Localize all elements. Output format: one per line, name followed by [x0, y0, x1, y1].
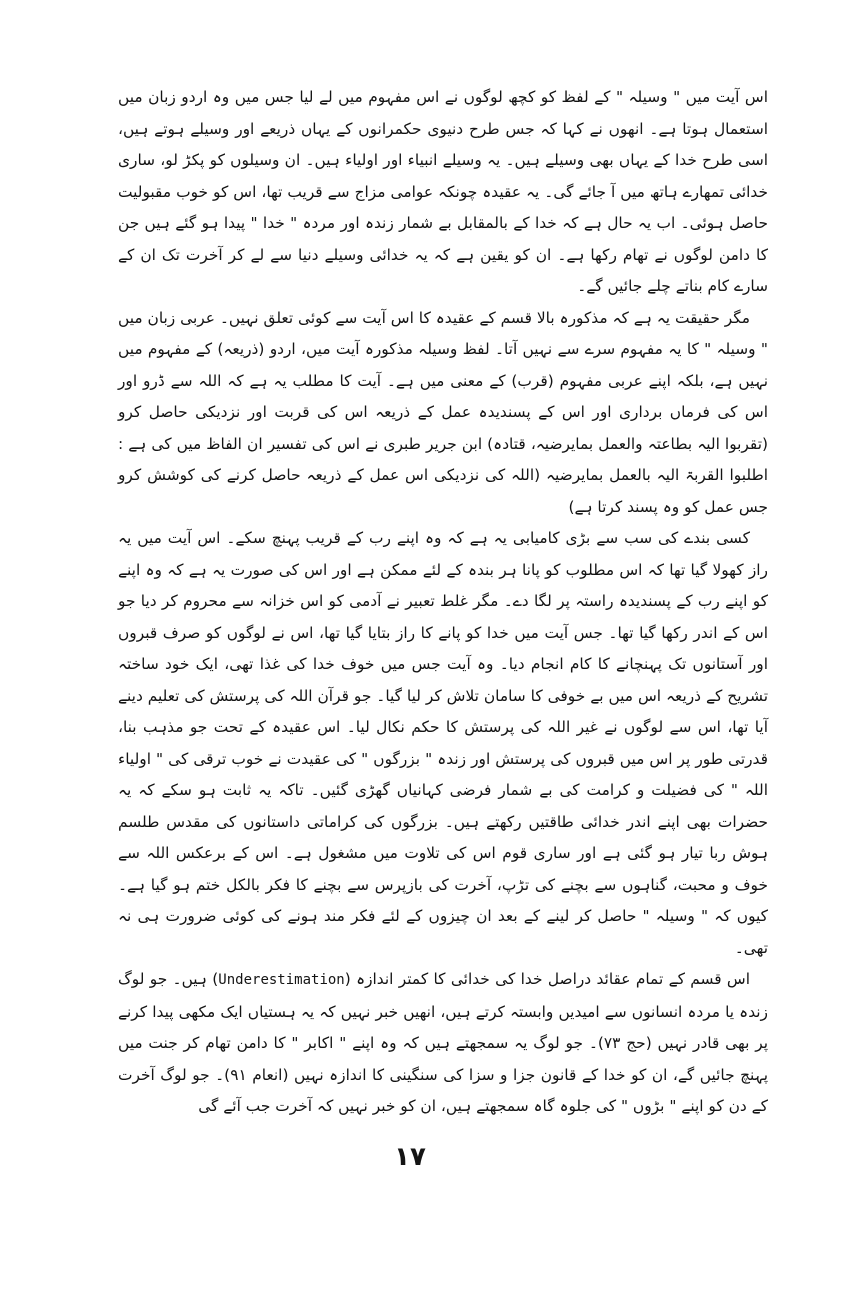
urdu-text-body [118, 82, 768, 1123]
paragraph-4 [118, 964, 768, 1123]
paragraph-1: اس آیت میں " وسیلہ " کے لفظ کو کچھ لوگوں نے اس مفہوم میں لے لیا جس میں وہ اردو زبان میں استعمال ہوتا ہے۔ انھوں نے کہا کہ جس طرح دنیوی حکمرانوں کے یہاں ذریعے اور وسیلے ہوتے ہیں، اسی طرح خدا کے یہاں بھی وسیلے ہیں۔ یہ وسیلے انبیاء اور اولیاء ہیں۔ ان وسیلوں کو پکڑ لو، ساری خدائی تمھارے ہاتھ میں آ جائے گی۔ یہ عقیدہ چونکہ عوامی مزاج سے قریب تھا، اس کو خوب مقبولیت حاصل ہوئی۔ اب یہ حال ہے کہ خدا کے بالمقابل بے شمار زندہ اور مردہ " خدا " پیدا ہو گئے ہیں جن کا دامن لوگوں نے تھام رکھا ہے۔ ان کو یقین ہے کہ یہ خدائی وسیلے دنیا سے لے کر آخرت تک ان کے سارے کام بناتے چلے جائیں گے۔ [118, 88, 768, 295]
paragraph-4-lead: اس قسم کے تمام عقائد دراصل خدا کی خدائی کا کمتر اندازہ ( [344, 970, 750, 988]
paragraph-2: مگر حقیقت یہ ہے کہ مذکورہ بالا قسم کے عقیدہ کا اس آیت سے کوئی تعلق نہیں۔ عربی زبان میں " وسیلہ " کا یہ مفہوم سرے سے نہیں آتا۔ لفظ وسیلہ مذکورہ آیت میں، اردو (ذریعہ) کے مفہوم میں نہیں ہے، بلکہ اپنے عربی مفہوم (قرب) کے معنی میں ہے۔ آیت کا مطلب یہ ہے کہ اللہ سے ڈرو اور اس کی فرماں برداری اور اس کے پسندیدہ عمل کے ذریعہ اس کی قربت اور نزدیکی حاصل کرو (تقربوا الیہ بطاعتہ والعمل بمایرضیہ، قتادہ) ابن جریر طبری نے اس کی تفسیر ان الفاظ میں کی ہے : اطلبوا القربۃ الیہ بالعمل بمایرضیہ (اللہ کی نزدیکی اس عمل کے ذریعہ حاصل کرنے کی کوشش کرو جس عمل کو وہ پسند کرتا ہے) [118, 308, 768, 516]
paragraph-4-rest: ) ہیں۔ جو لوگ زندہ یا مردہ انسانوں سے امیدیں وابستہ کرتے ہیں، انھیں خبر نہیں کہ یہ ہستیاں ایک مکھی پیدا کرنے پر بھی قادر نہیں (حج ۷۳)۔ جو لوگ یہ سمجھتے ہیں کہ وہ اپنے " اکابر " کا دامن تھام کر جنت میں پہنچ جائیں گے، ان کو خدا کے قانون جزا و سزا کی سنگینی کا اندازہ نہیں (انعام ۹۱)۔ جو لوگ آخرت کے دن کو اپنے " بڑوں " کی جلوہ گاہ سمجھتے ہیں، ان کو خبر نہیں کہ آخرت جب آئے گی [118, 970, 768, 1115]
english-term: Underestimation [218, 972, 345, 988]
page-number: ۱۷ [394, 1142, 426, 1172]
paragraph-3: کسی بندے کی سب سے بڑی کامیابی یہ ہے کہ وہ اپنے رب کے قریب پہنچ سکے۔ اس آیت میں یہ راز کھولا گیا تھا کہ اس مطلوب کو پانا ہر بندہ کے لئے ممکن ہے اور اس کی صورت یہ ہے کہ وہ اپنے کو اپنے رب کے پسندیدہ راستہ پر لگا دے۔ مگر غلط تعبیر نے آدمی کو اس خزانہ سے محروم کر دیا جو اس کے اندر رکھا گیا تھا۔ جس آیت میں خدا کو پانے کا راز بتایا گیا تھا، اس نے لوگوں کو صرف قبروں اور آستانوں تک پہنچانے کا کام انجام دیا۔ وہ آیت جس میں خوف خدا کی غذا تھی، ایک خود ساختہ تشریح کے ذریعہ اس میں بے خوفی کا سامان تلاش کر لیا گیا۔ جو قرآن اللہ کی پرستش کی تعلیم دینے آیا تھا، اس سے لوگوں نے غیر اللہ کی پرستش کا حکم نکال لیا۔ اس عقیدہ کے تحت جو مذہب بنا، قدرتی طور پر اس میں قبروں کی پرستش اور زندہ " بزرگوں " کی عقیدت نے خوب ترقی کی " اولیاء اللہ " کی فضیلت و کرامت کی بے شمار فرضی کہانیاں گھڑی گئیں۔ تاکہ یہ ثابت ہو سکے کہ یہ حضرات بھی اپنے اندر خدائی طاقتیں رکھتے ہیں۔ بزرگوں کی کراماتی داستانوں کی مقدس طلسم ہوش ربا تیار ہو گئی ہے اور ساری قوم اس کی تلاوت میں مشغول ہے۔ اس کے برعکس اللہ سے خوف و محبت، گناہوں سے بچنے کی تڑپ، آخرت کی بازپرس سے بچنے کا فکر بالکل ختم ہو گیا ہے۔ کیوں کہ " وسیلہ " حاصل کر لینے کے بعد ان چیزوں کے لئے فکر مند ہونے کی کوئی ضرورت ہی نہ تھی۔ [118, 529, 768, 957]
